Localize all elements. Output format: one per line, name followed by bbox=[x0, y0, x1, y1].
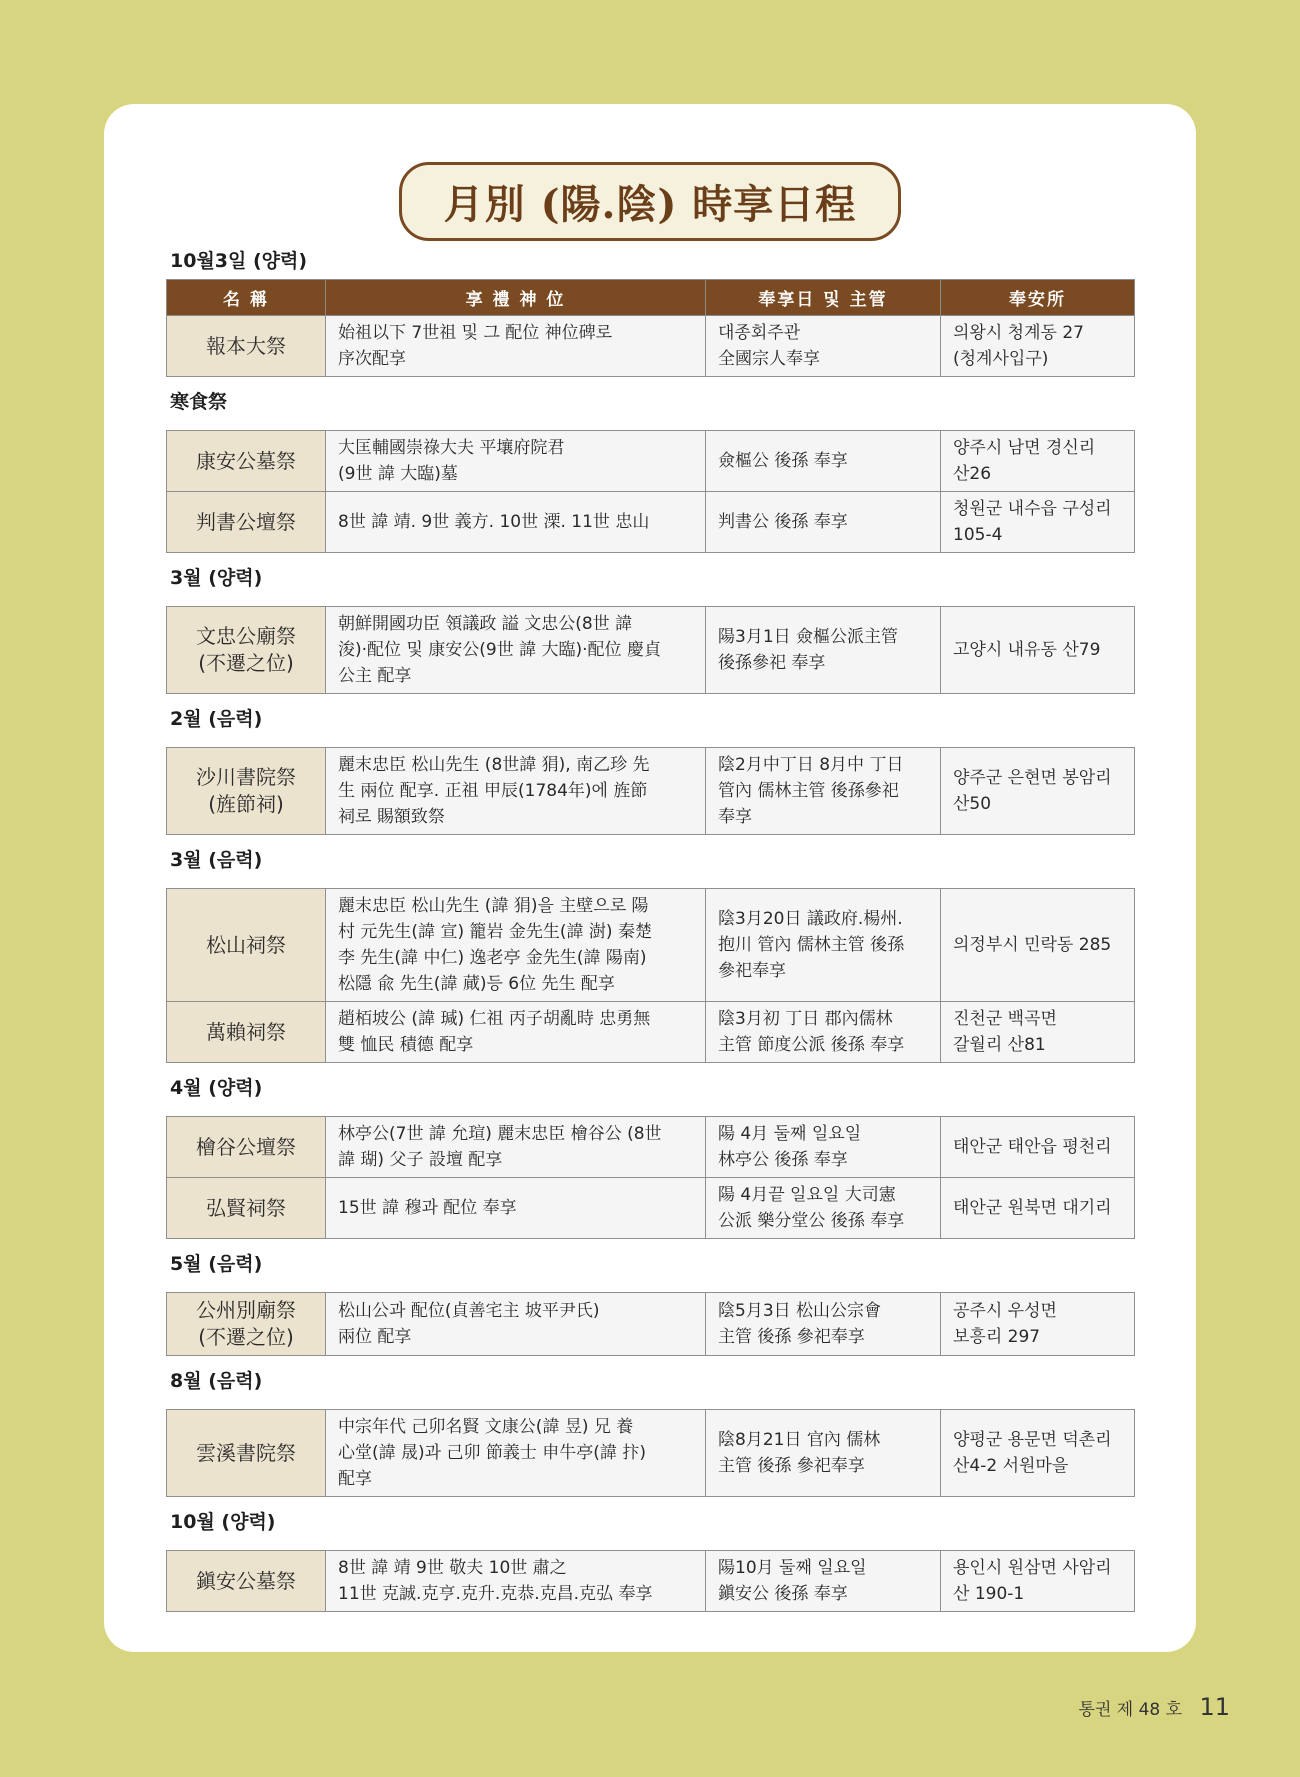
date-cell-line: 陽 4月 둘째 일요일 bbox=[718, 1124, 862, 1144]
place-cell-line: 의정부시 민락동 285 bbox=[953, 935, 1112, 955]
date-cell bbox=[706, 1117, 941, 1178]
deity-cell-line: (9世 諱 大臨)墓 bbox=[338, 464, 458, 484]
date-cell-line: 抱川 管內 儒林主管 後孫 bbox=[718, 935, 905, 955]
deity-cell-line: 麗末忠臣 松山先生 (諱 狷)을 主壁으로 陽 bbox=[338, 896, 649, 916]
section-label: 3월 (음력) bbox=[170, 849, 263, 871]
section-label: 寒食祭 bbox=[170, 391, 228, 413]
place-cell-line: 양주군 은현면 봉암리 bbox=[953, 768, 1112, 788]
column-header: 名 稱 bbox=[167, 280, 326, 316]
deity-cell-line: 11世 克誠.克亨.克升.克恭.克昌.克弘 奉享 bbox=[338, 1584, 653, 1604]
content-card bbox=[104, 104, 1196, 1652]
ceremony-name: 康安公墓祭 bbox=[167, 431, 326, 492]
date-cell bbox=[706, 607, 941, 694]
issue-label: 통권 제 48 호 bbox=[1078, 1700, 1183, 1720]
deity-cell bbox=[326, 1410, 706, 1497]
date-cell-line: 대종회주관 bbox=[718, 323, 801, 343]
section-label: 10월3일 (양력) bbox=[170, 250, 308, 272]
date-cell-line: 陽10月 둘째 일요일 bbox=[718, 1558, 867, 1578]
schedule-table bbox=[166, 279, 1135, 377]
deity-cell-line: 諱 瑚) 父子 設壇 配享 bbox=[338, 1150, 503, 1170]
place-cell bbox=[941, 1002, 1135, 1063]
column-header: 奉享日 및 主管 bbox=[706, 280, 941, 316]
ceremony-name: 報本大祭 bbox=[167, 316, 326, 377]
date-cell-line: 參祀奉享 bbox=[718, 961, 786, 981]
place-cell-line: 공주시 우성면 bbox=[953, 1301, 1057, 1321]
deity-cell-line: 序次配享 bbox=[338, 349, 406, 369]
table-row bbox=[167, 492, 1135, 553]
date-cell bbox=[706, 316, 941, 377]
date-cell-line: 主管 節度公派 後孫 奉享 bbox=[718, 1035, 905, 1055]
place-cell-line: 용인시 원삼면 사암리 bbox=[953, 1558, 1112, 1578]
date-cell-line: 公派 樂分堂公 後孫 奉享 bbox=[718, 1211, 905, 1231]
place-cell-line: 산26 bbox=[953, 464, 992, 484]
date-cell-line: 陰2月中丁日 8月中 丁日 bbox=[718, 755, 904, 775]
table-row bbox=[167, 1117, 1135, 1178]
schedule-table bbox=[166, 888, 1135, 1063]
page-footer bbox=[1079, 1693, 1230, 1721]
deity-cell-line: 麗末忠臣 松山先生 (8世諱 狷), 南乙珍 先 bbox=[338, 755, 650, 775]
deity-cell bbox=[326, 492, 706, 553]
table-row bbox=[167, 431, 1135, 492]
ceremony-name: 沙川書院祭 (旌節祠) bbox=[167, 748, 326, 835]
schedule-table bbox=[166, 1116, 1135, 1239]
deity-cell bbox=[326, 1002, 706, 1063]
ceremony-name: 判書公壇祭 bbox=[167, 492, 326, 553]
deity-cell bbox=[326, 607, 706, 694]
table-row bbox=[167, 748, 1135, 835]
date-cell bbox=[706, 492, 941, 553]
page-title: 月別 (陽.陰) 時享日程 bbox=[399, 162, 902, 241]
ceremony-name: 文忠公廟祭 (不遷之位) bbox=[167, 607, 326, 694]
deity-cell-line: 始祖以下 7世祖 및 그 配位 神位碑로 bbox=[338, 323, 613, 343]
place-cell-line: (청계사입구) bbox=[953, 349, 1049, 369]
deity-cell-line: 15世 諱 穆과 配位 奉享 bbox=[338, 1198, 517, 1218]
date-cell bbox=[706, 1178, 941, 1239]
table-row bbox=[167, 1551, 1135, 1612]
section-label: 4월 (양력) bbox=[170, 1077, 263, 1099]
section-label: 10월 (양력) bbox=[170, 1511, 276, 1533]
ceremony-name: 公州別廟祭 (不遷之位) bbox=[167, 1293, 326, 1356]
place-cell bbox=[941, 1293, 1135, 1356]
date-cell-line: 奉享 bbox=[718, 807, 752, 827]
ceremony-name: 弘賢祠祭 bbox=[167, 1178, 326, 1239]
deity-cell-line: 8世 諱 靖. 9世 義方. 10世 溧. 11世 忠山 bbox=[338, 512, 650, 532]
section-label: 3월 (양력) bbox=[170, 567, 263, 589]
deity-cell-line: 公主 配享 bbox=[338, 666, 412, 686]
place-cell bbox=[941, 492, 1135, 553]
deity-cell bbox=[326, 1178, 706, 1239]
date-cell-line: 陰8月21日 官內 儒林 bbox=[718, 1430, 881, 1450]
deity-cell-line: 趙栢坡公 (諱 瑊) 仁祖 丙子胡亂時 忠勇無 bbox=[338, 1009, 651, 1029]
place-cell-line: 갈월리 산81 bbox=[953, 1035, 1046, 1055]
place-cell-line: 진천군 백곡면 bbox=[953, 1009, 1057, 1029]
deity-cell bbox=[326, 748, 706, 835]
place-cell-line: 청원군 내수읍 구성리 bbox=[953, 499, 1112, 519]
date-cell bbox=[706, 1410, 941, 1497]
deity-cell-line: 浚)·配位 및 康安公(9世 諱 大臨)·配位 慶貞 bbox=[338, 640, 661, 660]
date-cell-line: 陽3月1日 僉樞公派主管 bbox=[718, 627, 899, 647]
deity-cell-line: 松山公과 配位(貞善宅主 坡平尹氏) bbox=[338, 1301, 600, 1321]
place-cell bbox=[941, 748, 1135, 835]
place-cell-line: 105-4 bbox=[953, 525, 1003, 545]
schedule-table bbox=[166, 606, 1135, 694]
deity-cell bbox=[326, 1551, 706, 1612]
table-row bbox=[167, 1002, 1135, 1063]
deity-cell-line: 朝鮮開國功臣 領議政 謚 文忠公(8世 諱 bbox=[338, 614, 633, 634]
date-cell-line: 主管 後孫 參祀奉享 bbox=[718, 1456, 865, 1476]
ceremony-name: 鎭安公墓祭 bbox=[167, 1551, 326, 1612]
date-cell bbox=[706, 431, 941, 492]
deity-cell-line: 兩位 配享 bbox=[338, 1327, 412, 1347]
place-cell-line: 태안군 원북면 대기리 bbox=[953, 1198, 1112, 1218]
schedule-table bbox=[166, 1292, 1135, 1356]
place-cell bbox=[941, 607, 1135, 694]
date-cell-line: 林亭公 後孫 奉享 bbox=[718, 1150, 848, 1170]
place-cell-line: 양주시 남면 경신리 bbox=[953, 438, 1096, 458]
schedule-content bbox=[166, 246, 1134, 1612]
deity-cell bbox=[326, 1117, 706, 1178]
place-cell-line: 보흥리 297 bbox=[953, 1327, 1041, 1347]
ceremony-name: 檜谷公壇祭 bbox=[167, 1117, 326, 1178]
schedule-table bbox=[166, 747, 1135, 835]
place-cell-line: 태안군 태안읍 평천리 bbox=[953, 1137, 1112, 1157]
place-cell bbox=[941, 889, 1135, 1002]
place-cell-line: 고양시 내유동 산79 bbox=[953, 640, 1101, 660]
deity-cell-line: 大匡輔國崇祿大夫 平壤府院君 bbox=[338, 438, 565, 458]
column-header: 奉安所 bbox=[941, 280, 1135, 316]
table-row bbox=[167, 889, 1135, 1002]
table-row bbox=[167, 316, 1135, 377]
ceremony-name: 雲溪書院祭 bbox=[167, 1410, 326, 1497]
deity-cell-line: 松隱 兪 先生(諱 蕆)등 6位 先生 配享 bbox=[338, 974, 615, 994]
date-cell-line: 陰5月3日 松山公宗會 bbox=[718, 1301, 882, 1321]
deity-cell-line: 林亭公(7世 諱 允瑄) 麗末忠臣 檜谷公 (8世 bbox=[338, 1124, 662, 1144]
date-cell-line: 陰3月初 丁日 郡內儒林 bbox=[718, 1009, 893, 1029]
date-cell-line: 陰3月20日 議政府.楊州. bbox=[718, 909, 903, 929]
place-cell bbox=[941, 1551, 1135, 1612]
date-cell bbox=[706, 1002, 941, 1063]
schedule-table bbox=[166, 1409, 1135, 1497]
deity-cell-line: 心堂(諱 晟)과 己卯 節義士 申牛亭(諱 抃) bbox=[338, 1443, 646, 1463]
place-cell-line: 산4-2 서원마을 bbox=[953, 1456, 1069, 1476]
date-cell-line: 判書公 後孫 奉享 bbox=[718, 512, 848, 532]
section-label: 2월 (음력) bbox=[170, 708, 263, 730]
place-cell-line: 산50 bbox=[953, 794, 992, 814]
deity-cell-line: 中宗年代 己卯名賢 文康公(諱 昱) 兄 養 bbox=[338, 1417, 634, 1437]
date-cell-line: 主管 後孫 參祀奉享 bbox=[718, 1327, 865, 1347]
ceremony-name: 松山祠祭 bbox=[167, 889, 326, 1002]
date-cell bbox=[706, 1293, 941, 1356]
place-cell bbox=[941, 1410, 1135, 1497]
date-cell bbox=[706, 1551, 941, 1612]
place-cell bbox=[941, 1178, 1135, 1239]
deity-cell-line: 祠로 賜額致祭 bbox=[338, 807, 445, 827]
deity-cell bbox=[326, 316, 706, 377]
table-row bbox=[167, 607, 1135, 694]
title-banner bbox=[104, 162, 1196, 241]
deity-cell-line: 配享 bbox=[338, 1469, 372, 1489]
place-cell-line: 양평군 용문면 덕촌리 bbox=[953, 1430, 1112, 1450]
date-cell bbox=[706, 748, 941, 835]
column-header: 享 禮 神 位 bbox=[326, 280, 706, 316]
schedule-table bbox=[166, 430, 1135, 553]
place-cell-line: 의왕시 청계동 27 bbox=[953, 323, 1084, 343]
deity-cell bbox=[326, 889, 706, 1002]
page-number: 11 bbox=[1199, 1693, 1230, 1721]
table-row bbox=[167, 1178, 1135, 1239]
deity-cell-line: 8世 諱 靖 9世 敬夫 10世 肅之 bbox=[338, 1558, 567, 1578]
date-cell-line: 鎭安公 後孫 奉享 bbox=[718, 1584, 848, 1604]
deity-cell-line: 李 先生(諱 中仁) 逸老亭 金先生(諱 陽南) bbox=[338, 948, 647, 968]
date-cell-line: 僉樞公 後孫 奉享 bbox=[718, 451, 848, 471]
table-row bbox=[167, 1410, 1135, 1497]
deity-cell-line: 雙 恤民 積德 配享 bbox=[338, 1035, 474, 1055]
date-cell-line: 全國宗人奉享 bbox=[718, 349, 820, 369]
deity-cell bbox=[326, 1293, 706, 1356]
deity-cell-line: 生 兩位 配享. 正祖 甲辰(1784年)에 旌節 bbox=[338, 781, 648, 801]
section-label: 8월 (음력) bbox=[170, 1370, 263, 1392]
date-cell bbox=[706, 889, 941, 1002]
place-cell-line: 산 190-1 bbox=[953, 1584, 1025, 1604]
date-cell-line: 後孫參祀 奉享 bbox=[718, 653, 826, 673]
deity-cell bbox=[326, 431, 706, 492]
deity-cell-line: 村 元先生(諱 宣) 籠岩 金先生(諱 澍) 秦楚 bbox=[338, 922, 652, 942]
section-label: 5월 (음력) bbox=[170, 1253, 263, 1275]
date-cell-line: 陽 4月끝 일요일 大司憲 bbox=[718, 1185, 896, 1205]
table-row bbox=[167, 1293, 1135, 1356]
place-cell bbox=[941, 316, 1135, 377]
ceremony-name: 萬賴祠祭 bbox=[167, 1002, 326, 1063]
date-cell-line: 管內 儒林主管 後孫參祀 bbox=[718, 781, 899, 801]
place-cell bbox=[941, 431, 1135, 492]
schedule-table bbox=[166, 1550, 1135, 1612]
table-header-row bbox=[167, 280, 1135, 316]
place-cell bbox=[941, 1117, 1135, 1178]
